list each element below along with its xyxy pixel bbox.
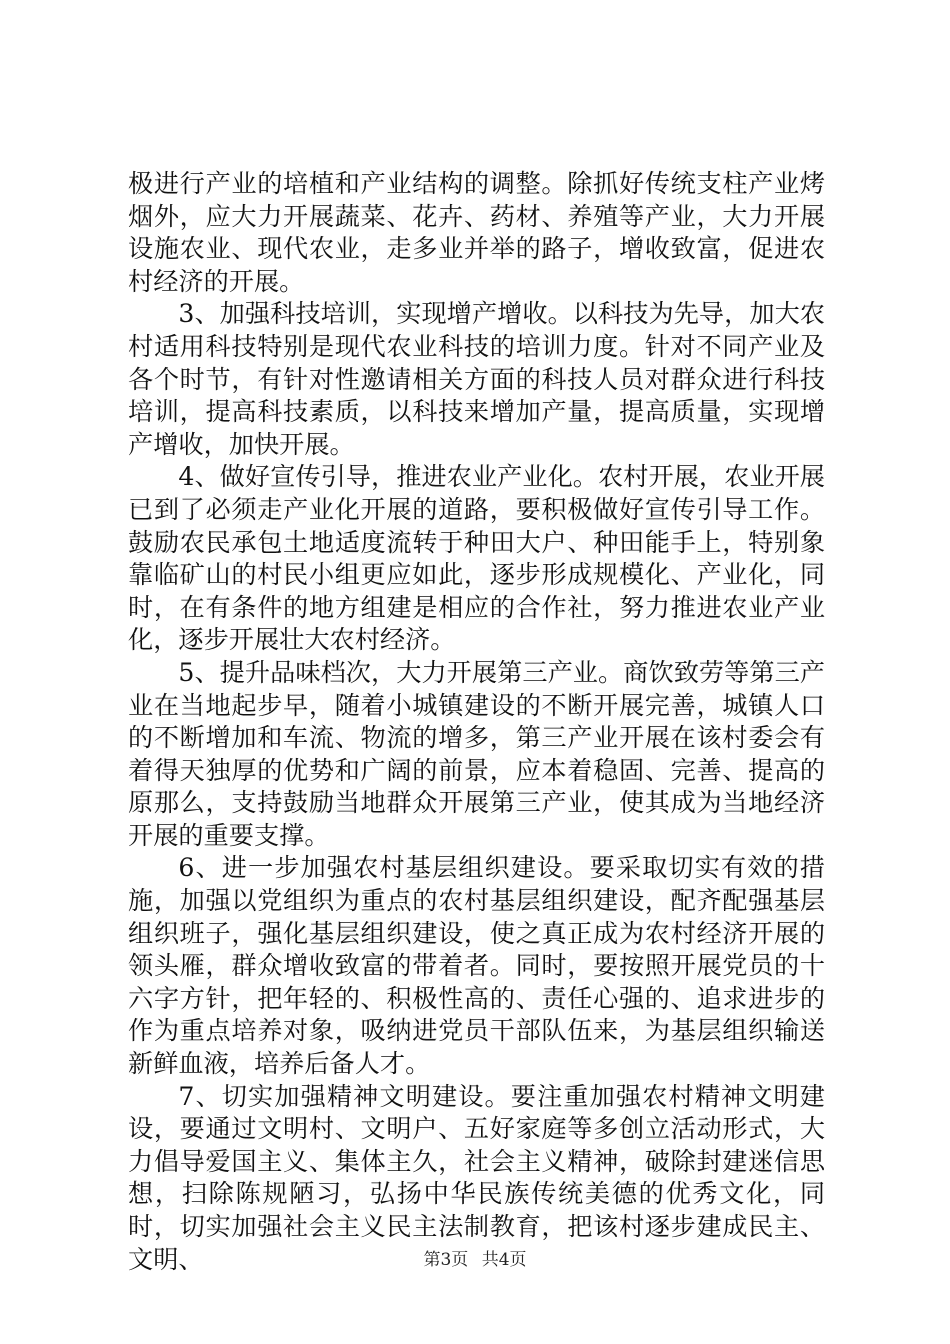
page-number: 第3页 <box>423 1250 469 1270</box>
page-footer <box>0 1249 950 1271</box>
paragraph-item-3: 3、加强科技培训，实现增产增收。以科技为先导，加大农村适用科技特别是现代农业科技的培训力度。针对不同产业及各个时节，有针对性邀请相关方面的科技人员对群众进行科技培训，提高科技素质，以科技来增加产量，提高质量，实现增产增收，加快开展。 <box>128 299 825 459</box>
paragraph-item-7: 7、切实加强精神文明建设。要注重加强农村精神文明建设，要通过文明村、文明户、五好家庭等多创立活动形式，大力倡导爱国主义、集体主久，社会主义精神，破除封建迷信思想，扫除陈规陋习，弘扬中华民族传统美德的优秀文化，同时，切实加强社会主义民主法制教育，把该村逐步建成民主、文明、 <box>128 1081 825 1274</box>
document-body <box>128 168 825 1276</box>
paragraph-item-6: 6、进一步加强农村基层组织建设。要采取切实有效的措施，加强以党组织为重点的农村基层组织建设，配齐配强基层组织班子，强化基层组织建设，使之真正成为农村经济开展的领头雁，群众增收致富的带着者。同时，要按照开展党员的十六字方针，把年轻的、积极性高的、责任心强的、追求进步的作为重点培养对象，吸纳进党员干部队伍来，为基层组织输送新鲜血液，培养后备人才。 <box>128 853 825 1079</box>
paragraph-continuation: 极进行产业的培植和产业结构的调整。除抓好传统支柱产业烤烟外，应大力开展蔬菜、花卉、药材、养殖等产业，大力开展设施农业、现代农业，走多业并举的路子，增收致富，促进农村经济的开展。 <box>128 169 825 296</box>
paragraph-item-5: 5、提升品味档次，大力开展第三产业。商饮致劳等第三产业在当地起步早，随着小城镇建设的不断开展完善，城镇人口的不断增加和车流、物流的增多，第三产业开展在该村委会有着得天独厚的优势和广阔的前景，应本着稳固、完善、提高的原那么，支持鼓励当地群众开展第三产业，使其成为当地经济开展的重要支撑。 <box>128 657 825 850</box>
paragraph-item-4: 4、做好宣传引导，推进农业产业化。农村开展，农业开展已到了必须走产业化开展的道路，要积极做好宣传引导工作。鼓励农民承包土地适度流转于种田大户、种田能手上，特别象靠临矿山的村民小组更应如此，逐步形成规模化、产业化，同时，在有条件的地方组建是相应的合作社，努力推进农业产业化，逐步开展壮大农村经济。 <box>128 462 825 655</box>
page-total: 共4页 <box>481 1250 527 1270</box>
